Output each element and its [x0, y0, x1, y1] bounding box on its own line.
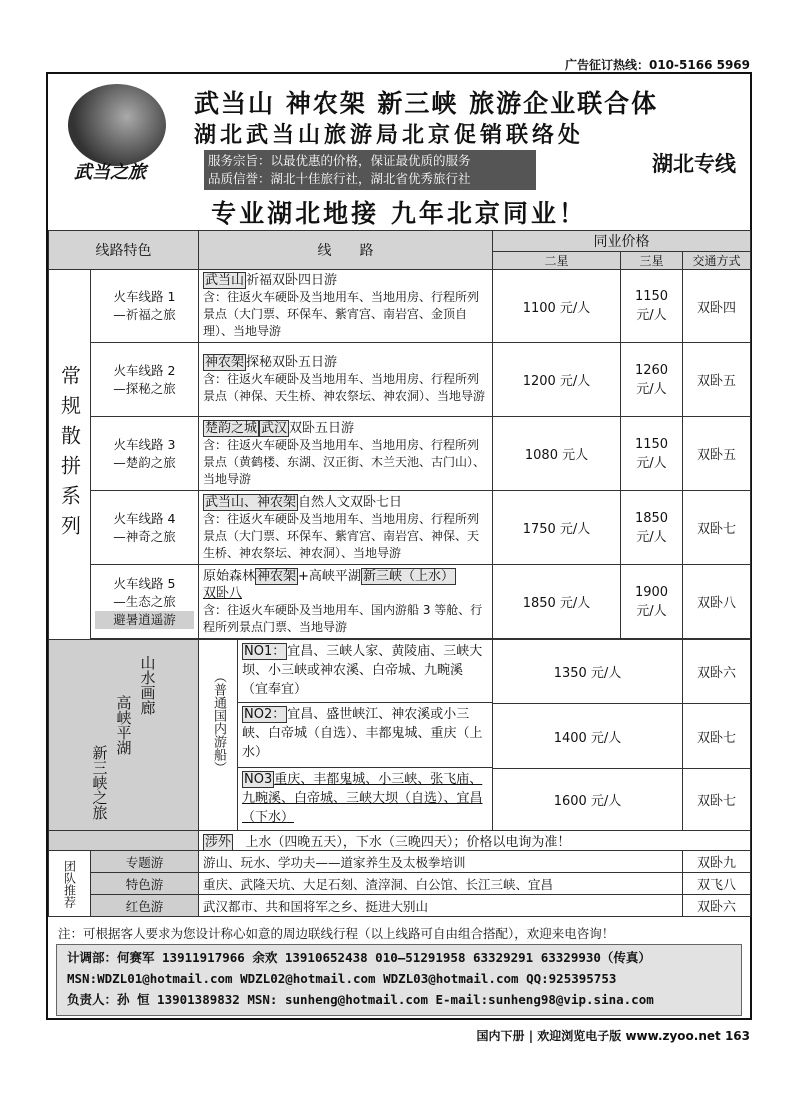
- team-row: [49, 851, 751, 873]
- foreign-row: [49, 831, 751, 851]
- team-name: 专题游: [91, 851, 199, 873]
- price-3star: 1850 元/人: [621, 491, 683, 565]
- line-name: 火车线路 3 —楚韵之旅: [91, 417, 199, 491]
- service-motto: 服务宗旨：以最优惠的价格，保证最优质的服务: [208, 153, 471, 168]
- price-3star: 1260 元/人: [621, 343, 683, 417]
- line-name: 火车线路 5 —生态之旅 避暑逍遥游: [91, 565, 199, 639]
- transport: 双飞八: [683, 873, 751, 895]
- transport: 双卧七: [683, 769, 751, 831]
- route-desc: 武当山 祈福双卧四日游 含：往返火车硬卧及当地用车、当地用房、行程所列景点（大门票、环保车、紫宵宫、南岩宫、金顶自理）、当地导游: [199, 270, 493, 343]
- team-name: 红色游: [91, 895, 199, 917]
- ad-hotline: 广告征订热线：010-5166 5969: [564, 58, 750, 72]
- slogan: 专业湖北地接 九年北京同业！: [211, 199, 587, 228]
- header-price: 同业价格: [493, 231, 751, 252]
- transport: 双卧五: [683, 343, 751, 417]
- page-footer: 国内下册 | 欢迎浏览电子版 www.zyoo.net 163: [476, 1029, 750, 1043]
- taiji-logo-icon: [68, 84, 166, 166]
- price-2star: 1750 元/人: [493, 491, 621, 565]
- table-row: [49, 565, 751, 639]
- table-row: [49, 491, 751, 565]
- route-desc: 原始森林 神农架 +高峡平湖 新三峡（上水） 双卧八 含：往返火车硬卧及当地用车、国内游船 3 等舱、行程所列景点门票、当地导游: [199, 565, 493, 639]
- foreign-note: 涉外 上水（四晚五天），下水（三晚四天）；价格以电询为准！: [199, 831, 751, 851]
- ad-header: [48, 74, 750, 190]
- header-feature: 线路特色: [49, 231, 199, 270]
- team-desc: 重庆、武隆天坑、大足石刻、渣滓洞、白公馆、长江三峡、宜昌: [199, 873, 683, 895]
- table-row: [49, 417, 751, 491]
- logo-text: 武当之旅: [74, 162, 146, 183]
- transport: 双卧六: [683, 640, 751, 704]
- transport: 双卧五: [683, 417, 751, 491]
- price-3star: 1900 元/人: [621, 565, 683, 639]
- alliance-title: 武当山 神农架 新三峡 旅游企业联合体: [194, 89, 659, 118]
- line-name: 火车线路 2 —探秘之旅: [91, 343, 199, 417]
- team-desc: 游山、玩水、学功夫——道家养生及太极拳培训: [199, 851, 683, 873]
- cruise-item-3: NO3 重庆、丰都鬼城、小三峡、张飞庙、九畹溪、白帝城、三峡大坝（自选）、宜昌（下水）: [242, 772, 483, 825]
- cruise-label: 山水画廊 高峡平湖 新三峡之旅: [49, 640, 199, 831]
- route-desc: 神农架 探秘双卧五日游 含：往返火车硬卧及当地用车、当地用房、行程所列景点（神保、天生桥、神农祭坛、神农洞）、当地导游: [199, 343, 493, 417]
- transport: 双卧四: [683, 270, 751, 343]
- contact-box: [56, 944, 742, 1016]
- transport: 双卧七: [683, 703, 751, 769]
- special-line-label: 湖北专线: [652, 151, 736, 176]
- header-route: 线 路: [199, 231, 493, 270]
- transport: 双卧九: [683, 851, 751, 873]
- team-name: 特色游: [91, 873, 199, 895]
- route-table: [48, 230, 751, 917]
- team-label: 团队推荐: [49, 851, 91, 917]
- transport: 双卧六: [683, 895, 751, 917]
- ad-frame: [46, 72, 752, 1020]
- quality-motto: 品质信誉：湖北十佳旅行社，湖北省优秀旅行社: [208, 171, 471, 186]
- logo: [56, 82, 186, 186]
- team-row: [49, 873, 751, 895]
- line-name: 火车线路 4 —神奇之旅: [91, 491, 199, 565]
- contact-line-1: 计调部：何赛军 13911917966 余欢 13910652438 010—51291958 63329291 63329930（传真）: [67, 950, 651, 965]
- route-desc: 楚韵之城 武汉 双卧五日游 含：往返火车硬卧及当地用车、当地用房、行程所列景点（黄鹤楼、东湖、汉正街、木兰天池、古门山）、当地导游: [199, 417, 493, 491]
- note: 注：可根据客人要求为您设计称心如意的周边联线行程（以上线路可自由组合搭配），欢迎来电咨询！: [58, 926, 615, 941]
- motto-box: [204, 150, 536, 190]
- transport: 双卧八: [683, 565, 751, 639]
- price-3star: 1150 元/人: [621, 417, 683, 491]
- cruise-item-1: NO1： 宜昌、三峡人家、黄陵庙、三峡大坝、小三峡或神农溪、白帝城、九畹溪（宜奉宜）: [238, 640, 492, 703]
- team-desc: 武汉都市、共和国将军之乡、挺进大别山: [199, 895, 683, 917]
- table-row: [49, 270, 751, 343]
- office-title: 湖北武当山旅游局北京促销联络处: [194, 122, 585, 148]
- team-row: [49, 895, 751, 917]
- boat-type: （普通国内游船）: [199, 640, 238, 830]
- line-name: 火车线路 1 —祈福之旅: [91, 270, 199, 343]
- contact-line-3: 负责人：孙 恒 13901389832 MSN: sunheng@hotmail.com E-mail:sunheng98@vip.sina.com: [67, 992, 654, 1007]
- table-row: [49, 343, 751, 417]
- header-star3: 三星: [621, 252, 683, 270]
- cruise-item-2: NO2： 宜昌、盛世峡江、神农溪或小三峡、白帝城（自选）、丰都鬼城、重庆（上水）: [238, 703, 492, 768]
- cruise-row: [49, 640, 751, 704]
- header-star2: 二星: [493, 252, 621, 270]
- cruise-price: 1600 元/人: [493, 769, 683, 831]
- cruise-items: [199, 640, 493, 831]
- cruise-price: 1350 元/人: [493, 640, 683, 704]
- price-2star: 1100 元/人: [493, 270, 621, 343]
- price-2star: 1080 元人: [493, 417, 621, 491]
- price-2star: 1200 元/人: [493, 343, 621, 417]
- price-2star: 1850 元/人: [493, 565, 621, 639]
- route-desc: 武当山、神农架 自然人文双卧七日 含：往返火车硬卧及当地用车、当地用房、行程所列景点（大门票、环保车、紫宵宫、南岩宫、神保、天生桥、神农祭坛、神农洞）、当地导游: [199, 491, 493, 565]
- cruise-price: 1400 元/人: [493, 703, 683, 769]
- header-transport: 交通方式: [683, 252, 751, 270]
- contact-line-2: MSN:WDZL01@hotmail.com WDZL02@hotmail.com WDZL03@hotmail.com QQ:925395753: [67, 971, 617, 986]
- transport: 双卧七: [683, 491, 751, 565]
- series-label: 常规散拼系列: [49, 270, 91, 640]
- price-3star: 1150 元/人: [621, 270, 683, 343]
